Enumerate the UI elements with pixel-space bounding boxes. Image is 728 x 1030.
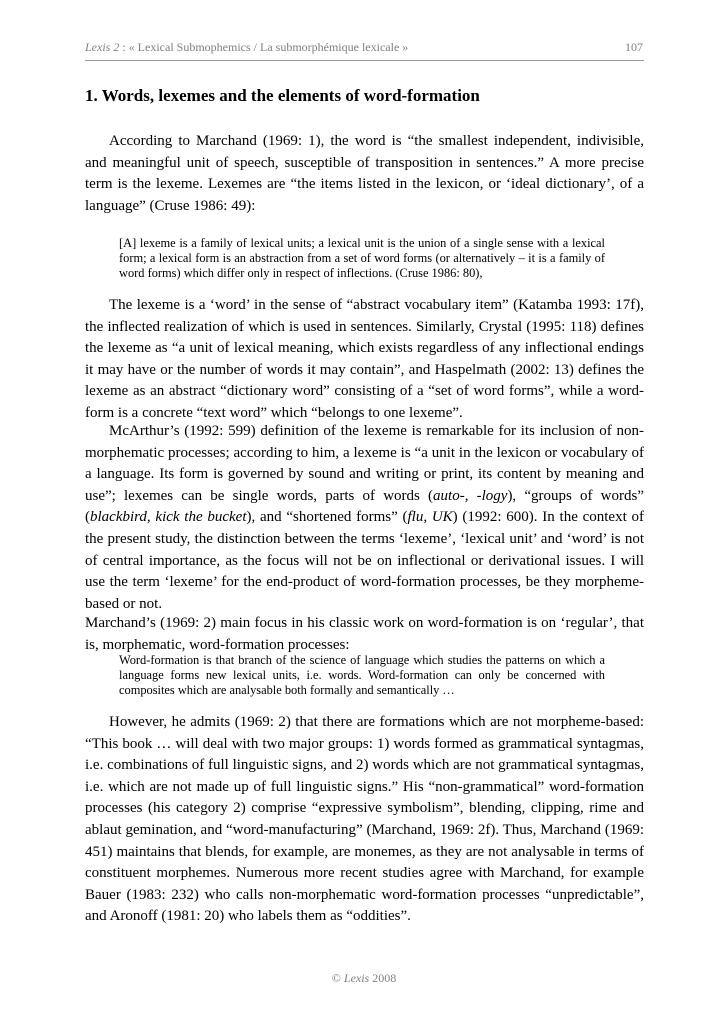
paragraph-3 [85,421,644,615]
paragraph-3-text-a: McArthur’s (1992: 599) definition of the lexeme is remarkable for its inclusion of non-morphematic processes; according to him, a lexeme is “a unit in the lexicon or vocabulary of a language. Its form is governed by sound and writing or print, its content by meaning and use”; lexemes can be single words, parts of words ( [85,423,644,504]
paragraph-3-text-d: ) (1992: 600). In the context of the present study, the distinction between the terms ‘lexeme’, ‘lexical unit’ and ‘word’ is not of central importance, as the focus will not be on inflectional or derivational issues. I will use the term ‘lexeme’ for the end-product of word-formation processes, be they morpheme-based or not. [85,509,644,612]
footer-journal-name: Lexis [343,971,370,985]
block-quote-cruse: [A] lexeme is a family of lexical units; a lexical unit is the union of a single sense with a lexical form; a lexical form is an abstraction from a set of word forms (or alternatively – it is a family of word forms) which differ only in respect of inflections. (Cruse 1986: 80), [119,236,605,280]
page-footer [0,971,728,986]
paragraph-3-example-affixes: auto-, -logy [433,487,508,504]
paragraph-3-text-c: ), and “shortened forms” ( [246,509,408,526]
paragraph-5: However, he admits (1969: 2) that there are formations which are not morpheme-based: “This book … will deal with two major groups: 1) words formed as grammatical syntagmas, i.e. combinations of full linguistic signs, and 2) words which are not grammatical syntagmas, i.e. which are not made up of full linguistic signs.” His “non-grammatical” word-formation processes (his category 2) comprise “expressive symbolism”, blending, clipping, rime and ablaut gemination, and “word-manufacturing” (Marchand, 1969: 2f). Thus, Marchand (1969: 451) maintains that blends, for example, are monemes, as they are not analysable in terms of constituent morphemes. Numerous more recent studies agree with Marchand, for example Bauer (1983: 232) who calls non-morphematic word-formation processes “unpredictable”, and Aronoff (1981: 20) who labels them as “oddities”. [85,714,644,925]
running-header [85,40,643,54]
footer-year: 2008 [369,971,397,985]
paragraph-4: Marchand’s (1969: 2) main focus in his classic work on word-formation is on ‘regular’, that is, morphematic, word-formation processes: [85,615,644,653]
header-issue-title: : « Lexical Submophemics / La submorphémique lexicale » [119,40,409,54]
paragraph-3-example-shortened: flu, UK [407,509,453,526]
paragraph-3-example-groups: blackbird, kick the bucket [90,509,247,526]
section-heading: 1. Words, lexemes and the elements of word-formation [85,86,480,105]
page-number: 107 [625,40,643,54]
paragraph-2: The lexeme is a ‘word’ in the sense of “abstract vocabulary item” (Katamba 1993: 17f), the inflected realization of which is used in sentences. Similarly, Crystal (1995: 118) defines the lexeme as “a unit of lexical meaning, which exists regardless of any inflectional endings it may have or the number of words it may contain”, and Haspelmath (2002: 13) defines the lexeme as an abstract “dictionary word” consisting of a “set of word forms”, while a word-form is a concrete “text word” which “belongs to one lexeme”. [85,297,644,421]
block-quote-marchand: Word-formation is that branch of the science of language which studies the patterns on which a language forms new lexical units, i.e. words. Word-formation can only be concerned with composites which are analysable both formally and semantically … [119,653,605,697]
paragraph-3-text-b: ), “groups of words” ( [85,487,644,526]
paragraph-1: According to Marchand (1969: 1), the word is “the smallest independent, indivisible, and meaningful unit of speech, susceptible of transposition in sentences.” A more precise term is the lexeme. Lexemes are “the items listed in the lexicon, or ‘ideal dictionary’, of a language” (Cruse 1986: 49): [85,133,644,214]
header-journal-name: Lexis 2 [85,40,120,54]
header-divider [85,60,644,61]
footer-copyright: © [331,971,344,985]
